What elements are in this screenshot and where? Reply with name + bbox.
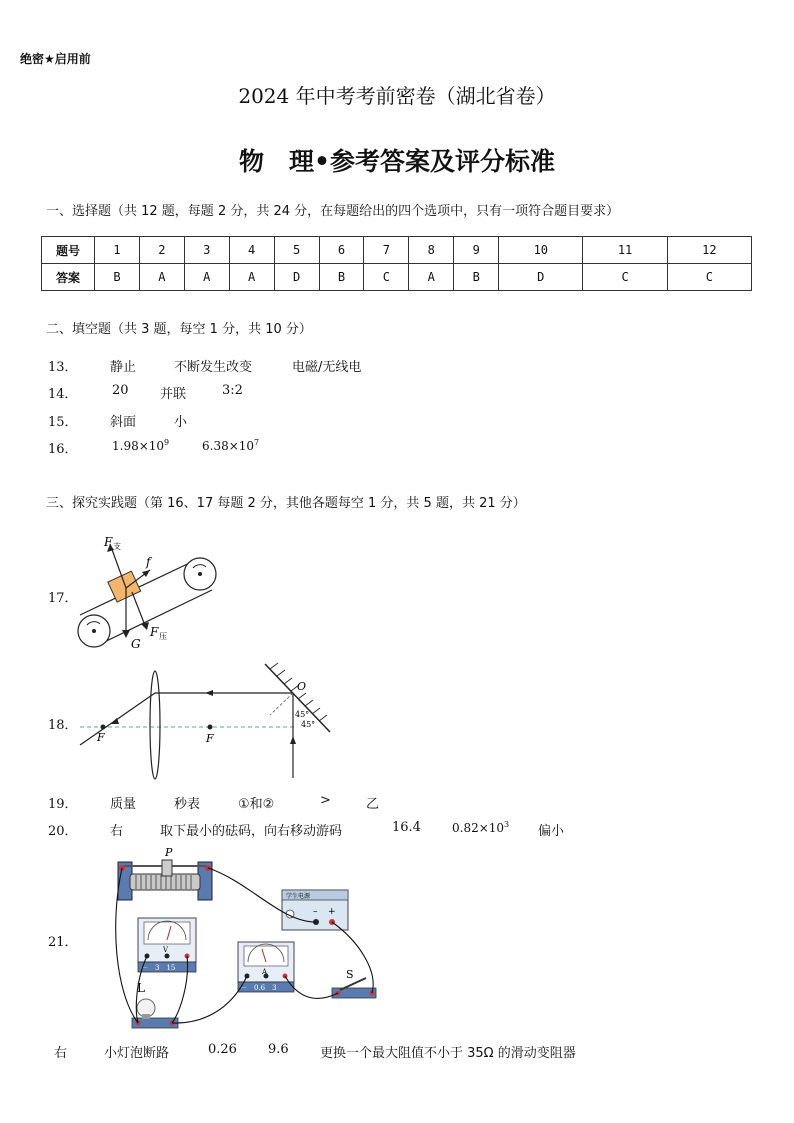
voltmeter-scale-labels: － 3 15 [141, 964, 176, 972]
answer-text: 右 [110, 824, 124, 839]
answer-table [41, 236, 752, 291]
label-f-press: F [150, 625, 159, 639]
answer-row [42, 264, 752, 291]
focal-point-right [208, 725, 213, 730]
left-roller-axle [92, 629, 96, 633]
question-number: 5 [274, 237, 319, 264]
answer-base: 6.38×10 [202, 439, 255, 453]
answer-text: 小灯泡断路 [104, 1046, 170, 1061]
arrow-head [205, 690, 213, 696]
answer-exponent: 7 [254, 438, 260, 447]
svg-text:–: – [313, 907, 318, 917]
answer-text: 0.26 [208, 1042, 237, 1057]
answer-text: 斜面 [110, 415, 137, 430]
answer-text: 质量 [110, 797, 137, 812]
answer-text: 9.6 [268, 1042, 289, 1057]
label-f-support-sub: 支 [113, 542, 121, 551]
label-f-support: F [104, 535, 113, 549]
answer-text [452, 820, 509, 835]
question-number: 15． [48, 415, 78, 430]
arrow-head [142, 570, 150, 577]
answer-cell: D [499, 264, 583, 291]
right-roller-axle [198, 572, 202, 576]
ammeter-symbol: A [262, 968, 268, 976]
answer-cell: A [409, 264, 454, 291]
answer-text: 不断发生改变 [174, 360, 253, 375]
question-number: 20． [48, 824, 78, 839]
row-label-question: 题号 [42, 237, 95, 264]
answer-text [202, 438, 259, 453]
label-f-left: F [97, 731, 105, 744]
light-bulb-icon [132, 999, 178, 1028]
section2-heading: 二、填空题（共 3 题，每空 1 分，共 10 分） [46, 322, 312, 337]
answer-cell: C [583, 264, 667, 291]
question-number: 18． [48, 718, 78, 733]
question-number: 19． [48, 797, 78, 812]
pressure-arrow [132, 592, 146, 628]
section1-heading: 一、选择题（共 12 题，每题 2 分，共 24 分，在每题给出的四个选项中，只有一项符合题目要求） [46, 204, 620, 219]
plane-mirror-icon [265, 664, 330, 732]
answer-text: 静止 [110, 360, 137, 375]
answer-text: 20 [112, 383, 129, 398]
question-number: 8 [409, 237, 454, 264]
answer-cell: A [184, 264, 229, 291]
answer-cell: C [364, 264, 409, 291]
answer-text: 更换一个最大阻值不小于 35Ω 的滑动变阻器 [320, 1046, 576, 1061]
answer-cell: C [667, 264, 751, 291]
answer-exponent: 3 [504, 820, 510, 829]
label-friction: f [146, 555, 151, 569]
confidential-label: 绝密★启用前 [20, 52, 91, 66]
svg-text:+: + [328, 907, 336, 917]
ammeter-scale-labels: － 0.6 3 [240, 984, 277, 992]
question-number: 1 [95, 237, 140, 264]
label-o: O [297, 680, 307, 693]
arrow-head [290, 736, 296, 744]
answer-text: 右 [54, 1046, 68, 1061]
answer-text: 取下最小的砝码，向右移动游码 [160, 824, 343, 839]
optics-ray-diagram [70, 660, 340, 782]
refracted-ray [80, 693, 155, 745]
question-number: 13． [48, 360, 78, 375]
answer-exponent: 9 [164, 438, 170, 447]
switch-icon [332, 978, 376, 998]
label-l: L [137, 981, 145, 995]
answer-cell: D [274, 264, 319, 291]
answer-text: > [320, 793, 331, 808]
answer-text: 3:2 [222, 383, 243, 398]
focal-point-left [101, 725, 106, 730]
answer-text: 秒表 [174, 797, 201, 812]
answer-text: 并联 [160, 387, 187, 402]
row-label-answer: 答案 [42, 264, 95, 291]
answer-text: 小 [174, 415, 188, 430]
label-s: S [346, 968, 354, 981]
answer-cell: B [319, 264, 364, 291]
question-number: 10 [499, 237, 583, 264]
voltmeter-symbol: V [163, 946, 169, 954]
answer-base: 1.98×10 [112, 439, 165, 453]
label-p: P [165, 846, 173, 859]
question-number: 3 [184, 237, 229, 264]
question-number: 17． [48, 591, 78, 606]
label-f-right: F [206, 732, 214, 745]
answer-text: 偏小 [538, 824, 565, 839]
question-number-row [42, 237, 752, 264]
answer-cell: B [454, 264, 499, 291]
answer-text: ①和② [238, 797, 275, 812]
page-subtitle: 物 理•参考答案及评分标准 [239, 147, 555, 176]
answer-base: 0.82×10 [452, 821, 505, 835]
conveyor-force-diagram [60, 530, 240, 655]
answer-cell: A [229, 264, 274, 291]
arrow-head [122, 630, 130, 638]
label-f-press-sub: 压 [159, 632, 167, 641]
question-number: 7 [364, 237, 409, 264]
label-angle2: 45° [301, 720, 316, 729]
answer-text: 乙 [366, 797, 380, 812]
belt-top-line [80, 558, 200, 615]
power-supply-label: 学生电源 [286, 893, 311, 900]
block-icon [108, 571, 141, 602]
page-title: 2024 年中考考前密卷（湖北省卷） [238, 84, 556, 108]
question-number: 16． [48, 442, 78, 457]
circuit-diagram [110, 842, 390, 1034]
question-number: 12 [667, 237, 751, 264]
question-number: 6 [319, 237, 364, 264]
convex-lens-icon [150, 671, 160, 779]
question-number: 11 [583, 237, 667, 264]
normal-line [270, 693, 293, 715]
question-number: 14． [48, 387, 78, 402]
label-angle1: 45° [295, 710, 310, 719]
answer-cell: B [95, 264, 140, 291]
section3-heading: 三、探究实践题（第 16、17 每题 2 分，其他各题每空 1 分，共 5 题，共 21 分） [46, 496, 526, 511]
question-number: 2 [139, 237, 184, 264]
answer-text: 16.4 [392, 820, 421, 835]
answer-cell: A [139, 264, 184, 291]
answer-text: 电磁/无线电 [292, 360, 362, 375]
question-number: 9 [454, 237, 499, 264]
answer-text [112, 438, 169, 453]
rheostat-icon [118, 860, 212, 900]
label-gravity: G [131, 637, 141, 651]
question-number: 4 [229, 237, 274, 264]
question-number: 21． [48, 935, 78, 950]
